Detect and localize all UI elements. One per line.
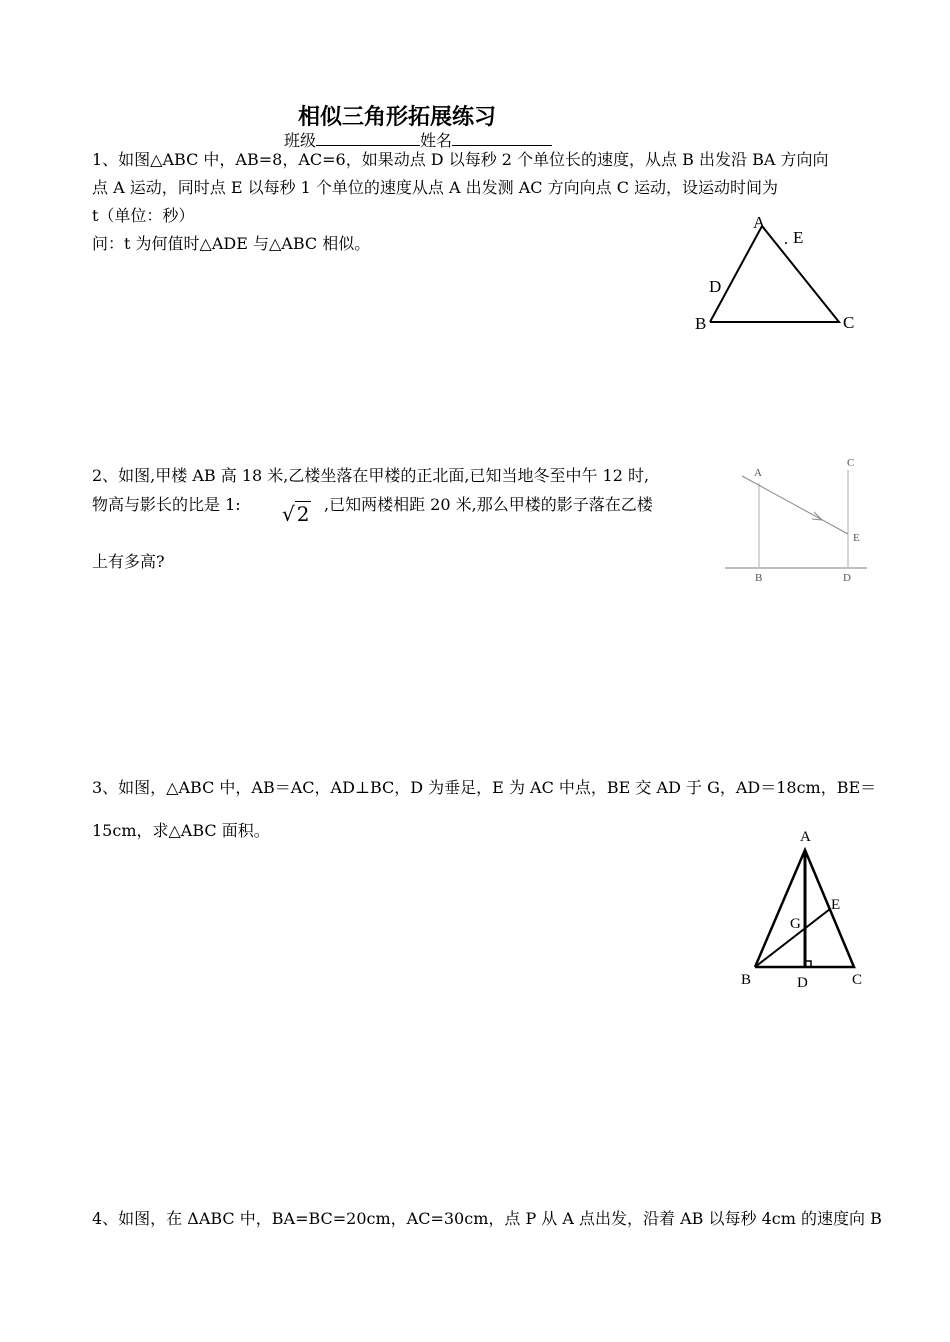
problem-2-figure	[722, 450, 872, 590]
label-c: C	[843, 313, 855, 332]
label-d: D	[709, 277, 722, 296]
label-a: A	[754, 467, 762, 479]
sqrt-two	[282, 502, 311, 526]
label-b: B	[741, 972, 752, 988]
label-b: B	[755, 572, 763, 584]
label-b: B	[695, 314, 707, 333]
label-d: D	[843, 572, 851, 584]
problem-1-line: t（单位：秒）	[92, 206, 195, 225]
class-blank	[316, 129, 420, 146]
problem-2-line-2a: 物高与影长的比是 1:	[92, 495, 241, 514]
label-a: A	[800, 829, 811, 845]
sun-ray	[742, 476, 848, 534]
label-g: G	[790, 916, 801, 932]
arrow-head-icon	[812, 512, 822, 520]
problem-3-figure	[730, 822, 870, 997]
problem-1-figure	[690, 210, 870, 340]
label-c: C	[847, 457, 855, 469]
page-title: 相似三角形拓展练习	[298, 105, 497, 130]
problem-4-line-1: 4、如图，在 ΔABC 中，BA=BC=20cm，AC=30cm，点 P 从 A 点出发，沿着 AB 以每秒 4cm 的速度向 B	[92, 1209, 882, 1228]
label-d: D	[797, 975, 808, 991]
problem-1-line: 点 A 运动，同时点 E 以每秒 1 个单位的速度从点 A 出发测 AC 方向向点 C 运动，设运动时间为	[92, 178, 779, 197]
label-c: C	[852, 972, 863, 988]
triangle-abc	[710, 226, 839, 322]
radical-icon: √	[282, 502, 295, 526]
problem-2-line-2b: ,已知两楼相距 20 米,那么甲楼的影子落在乙楼	[324, 495, 653, 514]
label-e: E	[793, 228, 804, 247]
class-label: 班级	[284, 131, 317, 150]
radicand: 2	[296, 502, 310, 526]
point-e-mark	[785, 242, 787, 244]
label-e: E	[853, 532, 860, 544]
problem-2-line-3: 上有多高?	[92, 552, 165, 571]
problem-3-line-2: 15cm，求△ABC 面积。	[92, 821, 270, 840]
label-e: E	[831, 897, 841, 913]
name-label: 姓名	[420, 131, 453, 150]
name-blank	[452, 129, 552, 146]
problem-2-line-1: 2、如图,甲楼 AB 高 18 米,乙楼坐落在甲楼的正北面,已知当地冬至中午 12 时,	[92, 466, 650, 485]
label-a: A	[753, 213, 766, 232]
problem-1-line: 1、如图△ABC 中，AB=8，AC=6，如果动点 D 以每秒 2 个单位长的速度，从点 B 出发沿 BA 方向向	[92, 150, 829, 169]
problem-3-line-1: 3、如图，△ABC 中，AB＝AC，AD⊥BC，D 为垂足，E 为 AC 中点，BE 交 AD 于 G，AD＝18cm，BE＝	[92, 778, 877, 797]
problem-1-line: 问：t 为何值时△ADE 与△ABC 相似。	[92, 234, 371, 253]
